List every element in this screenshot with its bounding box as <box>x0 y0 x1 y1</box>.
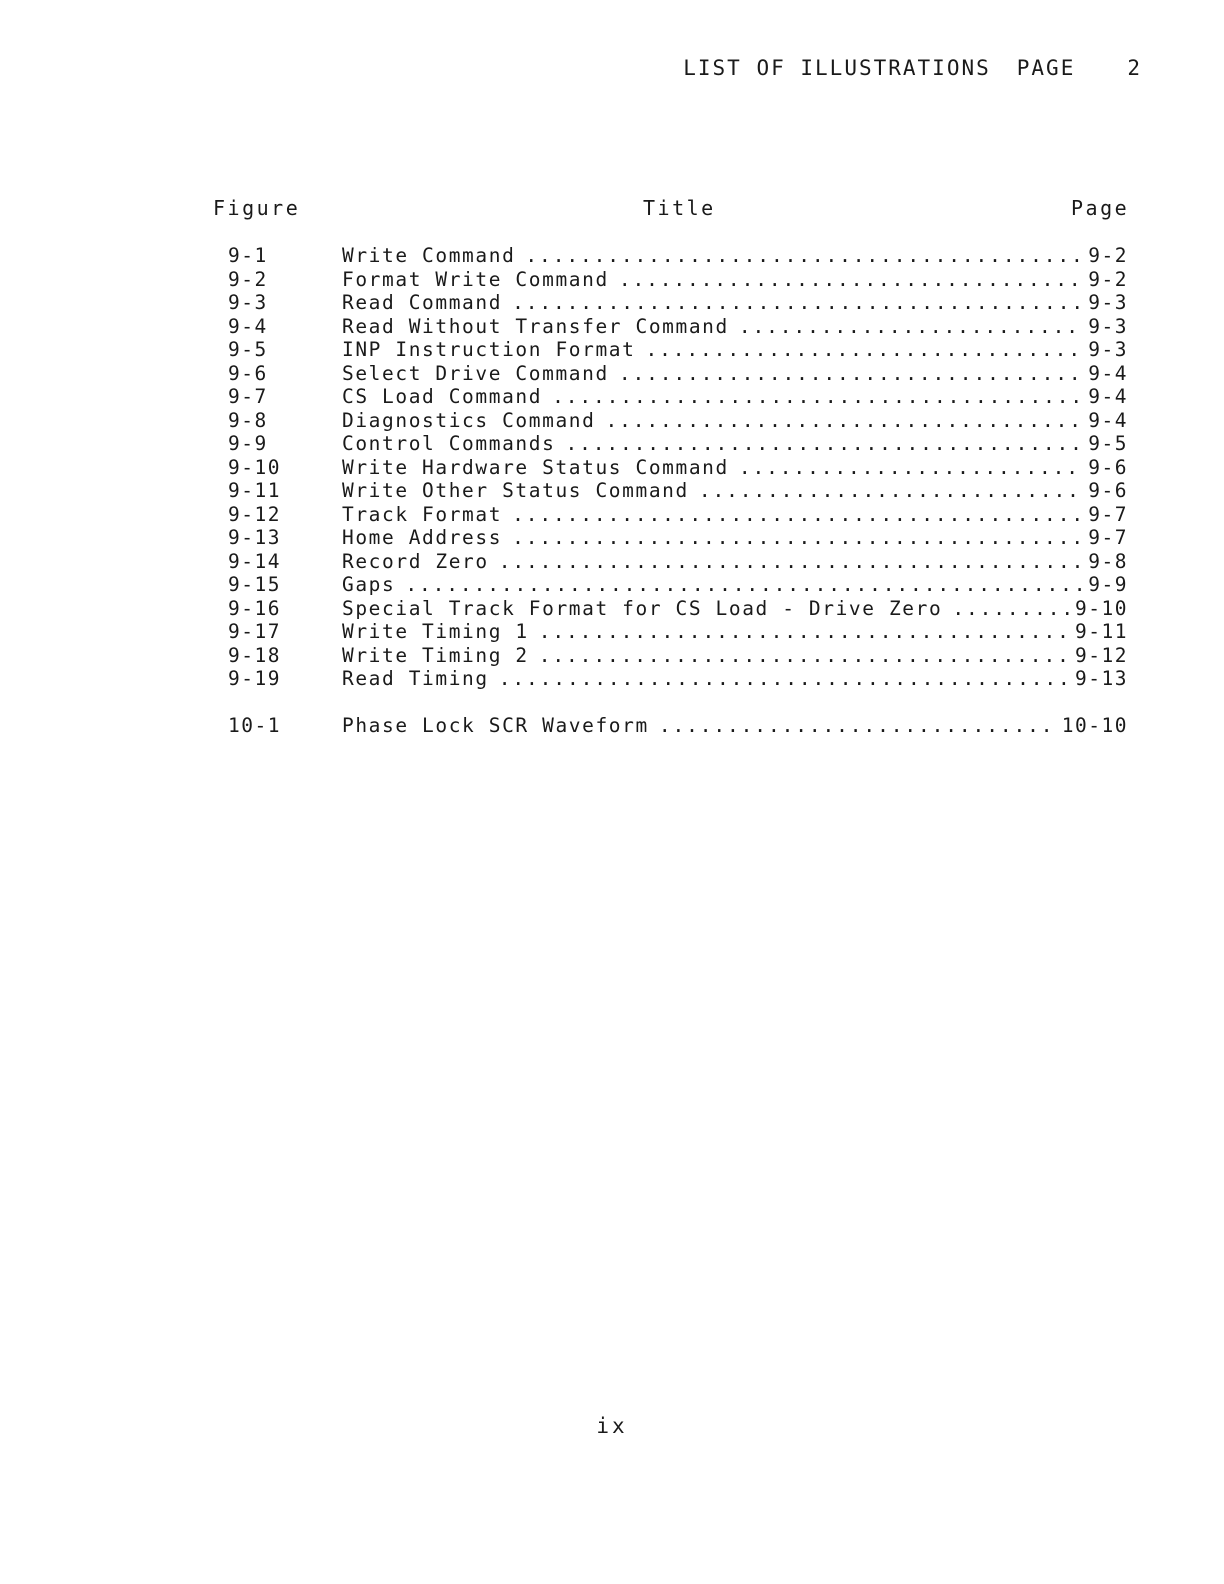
figure-number: 9-19 <box>228 667 281 690</box>
list-item <box>0 291 1224 315</box>
figure-page: 9-3 <box>1088 338 1128 361</box>
dot-leader <box>405 573 1082 597</box>
page-footer-number: ix <box>596 1414 628 1438</box>
figure-number: 9-12 <box>228 502 281 526</box>
figure-page: 9-7 <box>1088 502 1128 526</box>
figure-title: Write Timing 1 <box>342 620 529 643</box>
figure-title: Write Timing 2 <box>342 643 529 667</box>
dot-leader <box>512 291 1082 315</box>
header-page-label: PAGE <box>1016 56 1076 80</box>
figure-page: 9-11 <box>1075 620 1128 643</box>
figure-title: Read Without Transfer Command <box>342 314 729 338</box>
list-item <box>0 456 1224 480</box>
figure-page: 9-8 <box>1088 549 1128 573</box>
list-item <box>0 432 1224 456</box>
dot-leader <box>539 620 1069 644</box>
figure-page: 9-6 <box>1088 479 1128 502</box>
list-item <box>0 385 1224 409</box>
list-item <box>0 338 1224 362</box>
figure-title: Home Address <box>342 526 503 549</box>
figure-number: 9-7 <box>228 385 268 408</box>
list-item <box>0 550 1224 574</box>
list-item <box>0 268 1224 292</box>
dot-leader <box>512 526 1082 550</box>
figure-number: 9-8 <box>228 408 268 432</box>
list-item <box>0 362 1224 386</box>
page-header <box>683 56 1142 80</box>
figure-title: Phase Lock SCR Waveform <box>342 714 649 737</box>
figure-number: 9-6 <box>228 361 268 385</box>
dot-leader <box>619 362 1082 386</box>
list-item <box>0 597 1224 621</box>
list-item <box>0 409 1224 433</box>
figure-number: 10-1 <box>228 714 281 737</box>
figure-title: CS Load Command <box>342 385 543 408</box>
figure-title: Diagnostics Command <box>342 408 596 432</box>
dot-leader <box>645 338 1082 362</box>
figure-page: 9-3 <box>1088 314 1128 338</box>
list-item <box>0 667 1224 691</box>
figure-number: 9-17 <box>228 620 281 643</box>
figure-number: 9-4 <box>228 314 268 338</box>
figure-title: Write Hardware Status Command <box>342 455 729 479</box>
figure-page: 9-9 <box>1088 573 1128 596</box>
figure-page: 9-3 <box>1088 291 1128 314</box>
figure-title: Record Zero <box>342 549 489 573</box>
figure-number: 9-1 <box>228 244 268 267</box>
dot-leader <box>659 714 1056 738</box>
column-header-page: Page <box>1071 196 1130 220</box>
figure-page: 9-2 <box>1088 244 1128 267</box>
figure-page: 9-4 <box>1088 385 1128 408</box>
figure-title: Read Command <box>342 291 503 314</box>
column-header-figure: Figure <box>213 196 301 220</box>
figure-page: 9-4 <box>1088 408 1128 432</box>
list-item <box>0 573 1224 597</box>
figure-title: Control Commands <box>342 432 556 455</box>
dot-leader <box>605 409 1082 433</box>
header-title: LIST OF ILLUSTRATIONS <box>683 56 991 80</box>
figure-title: Format Write Command <box>342 267 609 291</box>
figure-number: 9-15 <box>228 573 281 596</box>
dot-leader <box>499 667 1069 691</box>
dot-leader <box>525 244 1082 268</box>
list-item <box>0 244 1224 268</box>
figure-number: 9-3 <box>228 291 268 314</box>
list-item <box>0 714 1224 738</box>
figure-number: 9-5 <box>228 338 268 361</box>
list-item <box>0 503 1224 527</box>
list-item <box>0 526 1224 550</box>
figure-page: 9-6 <box>1088 455 1128 479</box>
dot-leader <box>565 432 1082 456</box>
figure-number: 9-11 <box>228 479 281 502</box>
figure-page: 9-5 <box>1088 432 1128 455</box>
dot-leader <box>739 315 1082 339</box>
figure-page: 9-7 <box>1088 526 1128 549</box>
list-item <box>0 315 1224 339</box>
figure-number: 9-2 <box>228 267 268 291</box>
list-item <box>0 479 1224 503</box>
figure-page: 9-4 <box>1088 361 1128 385</box>
figure-page: 9-13 <box>1075 667 1128 690</box>
dot-leader <box>699 479 1082 503</box>
figure-title: Read Timing <box>342 667 489 690</box>
figure-page: 9-10 <box>1075 596 1128 620</box>
dot-leader <box>952 597 1069 621</box>
figure-number: 9-13 <box>228 526 281 549</box>
figure-number: 9-9 <box>228 432 268 455</box>
figure-number: 9-10 <box>228 455 281 479</box>
dot-leader <box>739 456 1082 480</box>
column-header-title: Title <box>643 196 716 220</box>
figure-page: 10-10 <box>1061 714 1128 737</box>
figure-title: Write Other Status Command <box>342 479 689 502</box>
dot-leader <box>539 644 1069 668</box>
figure-title: Write Command <box>342 244 516 267</box>
figure-number: 9-18 <box>228 643 281 667</box>
dot-leader <box>512 503 1082 527</box>
figure-title: Select Drive Command <box>342 361 609 385</box>
dot-leader <box>552 385 1082 409</box>
list-item <box>0 644 1224 668</box>
figure-title: Special Track Format for CS Load - Drive Zero <box>342 596 943 620</box>
dot-leader <box>499 550 1083 574</box>
figure-page: 9-12 <box>1075 643 1128 667</box>
figure-page: 9-2 <box>1088 267 1128 291</box>
list-item <box>0 620 1224 644</box>
figure-title: INP Instruction Format <box>342 338 636 361</box>
illustrations-list <box>0 244 1224 738</box>
header-page-number: 2 <box>1127 56 1142 80</box>
figure-number: 9-16 <box>228 596 281 620</box>
figure-title: Gaps <box>342 573 396 596</box>
figure-title: Track Format <box>342 502 503 526</box>
figure-number: 9-14 <box>228 549 281 573</box>
dot-leader <box>619 268 1082 292</box>
